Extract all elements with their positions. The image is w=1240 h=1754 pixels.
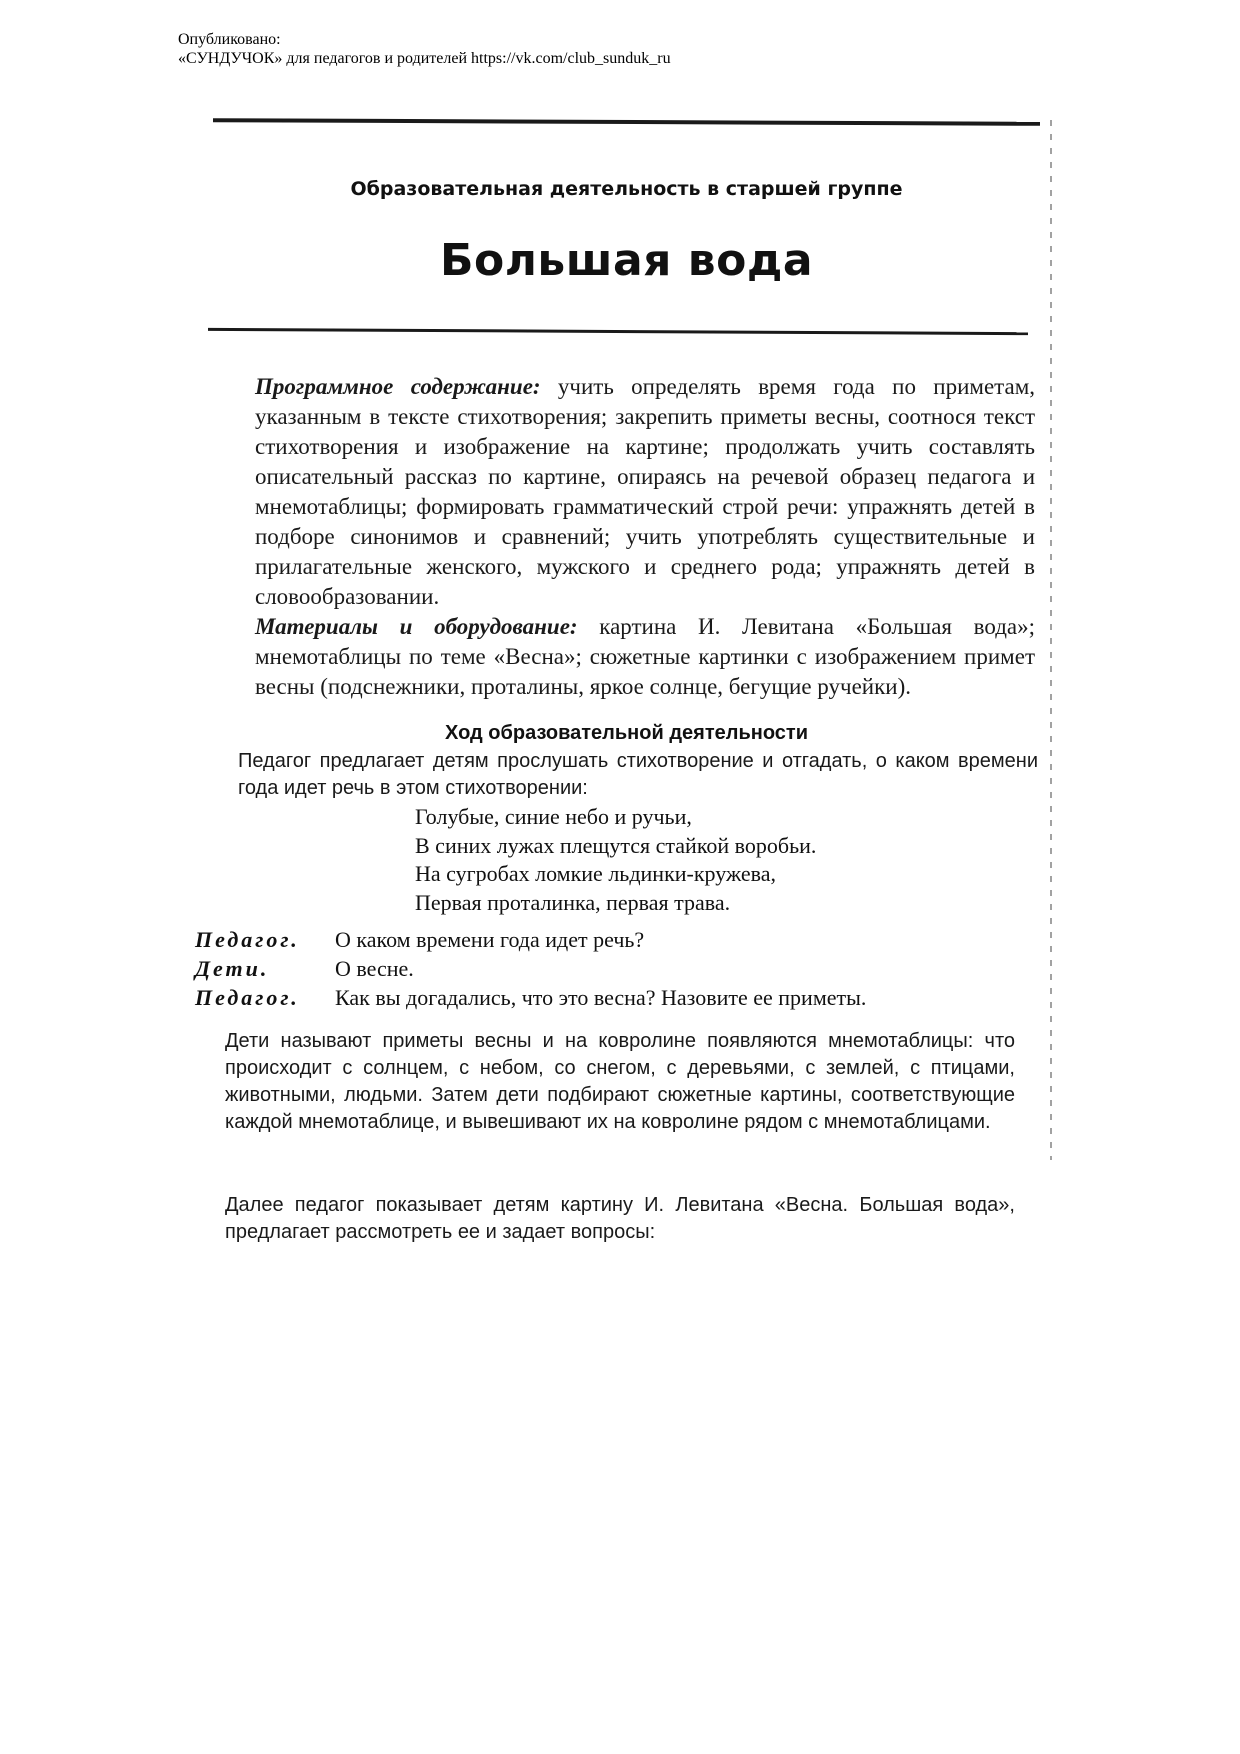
scan-edge xyxy=(1050,120,1052,1160)
paragraph-painting: Далее педагог показывает детям картину И. Левитана «Весна. Большая вода», предлагает рассмотреть ее и задает вопросы: xyxy=(225,1194,1015,1243)
materials-text: картина И. Левитана «Большая вода»; мнемотаблицы по теме «Весна»; сюжетные картинки с изображением примет весны (подснежники, проталины, яркое солнце, бегущие ручейки). xyxy=(255,614,1035,699)
program-label: Программное содержание: xyxy=(255,374,541,399)
subtitle: Образовательная деятельность в старшей группе xyxy=(350,178,903,200)
page-title: Большая вода xyxy=(439,235,814,286)
dialogue xyxy=(195,925,866,1012)
dialogue-row xyxy=(195,983,866,1012)
publication-line-1: Опубликовано: xyxy=(178,31,281,48)
dialogue-row xyxy=(195,954,866,983)
poem-line: Первая проталинка, первая трава. xyxy=(415,889,731,915)
utterance: Как вы догадались, что это весна? Назовите ее приметы. xyxy=(335,985,867,1010)
speaker: Педагог. xyxy=(195,927,300,952)
materials xyxy=(255,612,1035,702)
speaker: Педагог. xyxy=(195,985,300,1010)
paragraph-mnemotables: Дети называют приметы весны и на ковролине появляются мнемотаблицы: что происходит с солнцем, с небом, со снегом, с деревьями, с землей, с птицами, животными, людьми. Затем дети подбирают сюжетные картины, соответствующие каждой мнемотаблице, и вывешивают их на ковролине рядом с мнемотаблицами. xyxy=(225,1030,1015,1133)
poem-line: В синих лужах плещутся стайкой воробьи. xyxy=(415,832,817,858)
poem xyxy=(415,803,816,917)
dialogue-row xyxy=(195,925,866,954)
section-heading: Ход образовательной деятельности xyxy=(445,722,808,744)
program-text: учить определять время года по приметам, указанным в тексте стихотворения; закрепить приметы весны, соотнося текст стихотворения и изображение на картине; продолжать учить составлять описательный рассказ по картине, опираясь на речевой образец педагога и мнемотаблицы; формировать грамматический строй речи: упражнять детей в подборе синонимов и сравнений; учить употреблять существительные и прилагательные женского, мужского и среднего рода; упражнять детей в словообразовании. xyxy=(255,374,1035,609)
speaker: Дети. xyxy=(195,956,270,981)
utterance: О каком времени года идет речь? xyxy=(335,927,645,952)
program-content xyxy=(255,372,1035,612)
title-rule xyxy=(208,328,1028,335)
intro-paragraph: Педагог предлагает детям прослушать стихотворение и отгадать, о каком времени года идет речь в этом стихотворении: xyxy=(238,750,1038,799)
publication-line-2: «СУНДУЧОК» для педагогов и родителей https://vk.com/club_sunduk_ru xyxy=(178,50,671,67)
materials-label: Материалы и оборудование: xyxy=(255,614,578,639)
poem-line: На сугробах ломкие льдинки-кружева, xyxy=(415,861,777,886)
top-rule xyxy=(213,118,1040,126)
publication-note xyxy=(178,30,671,68)
poem-line: Голубые, синие небо и ручьи, xyxy=(415,804,692,829)
utterance: О весне. xyxy=(335,956,414,981)
